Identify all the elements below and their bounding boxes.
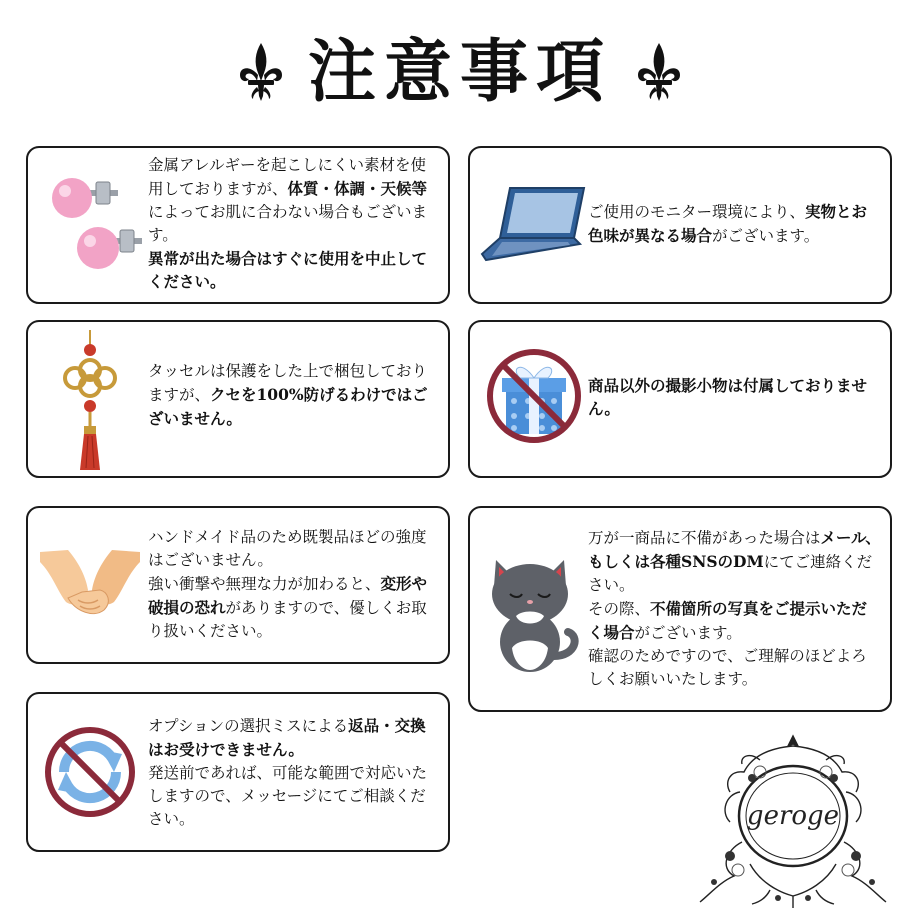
text-run-bold: 実物とお色味が異なる場合 bbox=[588, 202, 868, 245]
text-run-bold: 異常が出た場合はすぐに使用を中止してください。 bbox=[148, 249, 428, 291]
text-run-bold: クセを100%防げるわけではございません。 bbox=[148, 385, 428, 428]
fleur-de-lis-icon bbox=[634, 41, 684, 103]
notice-card-defect bbox=[468, 506, 892, 712]
no-gift-box-icon bbox=[484, 346, 584, 446]
text-run: その際、 bbox=[588, 600, 651, 618]
laptop-icon bbox=[480, 184, 590, 270]
notice-paragraph bbox=[148, 572, 440, 643]
notice-text bbox=[148, 714, 440, 831]
text-run-bold: 返品・交換はお受けできません。 bbox=[148, 716, 426, 759]
notice-paragraph bbox=[148, 526, 440, 572]
notice-card-props bbox=[468, 320, 892, 478]
seal-text: geroge bbox=[746, 801, 840, 831]
text-run-bold: メール、もしくは各種SNSのDM bbox=[588, 528, 881, 571]
brand-seal-logo bbox=[690, 732, 896, 908]
text-run: 万が一商品に不備があった場合は bbox=[588, 529, 821, 547]
holding-hands-icon bbox=[38, 544, 142, 630]
text-run: 強い衝撃や無理な力が加わると、 bbox=[148, 575, 381, 593]
notice-paragraph bbox=[148, 360, 440, 431]
notice-card-tassel bbox=[26, 320, 450, 478]
notice-paragraph bbox=[588, 374, 880, 420]
text-run-bold: 変形や破損の恐れ bbox=[148, 574, 428, 617]
notice-card-handmade bbox=[26, 506, 450, 664]
notice-text bbox=[148, 526, 440, 643]
notice-paragraph bbox=[148, 714, 440, 762]
text-run: 確認のためですので、ご理解のほどよろしくお願いいたします。 bbox=[588, 647, 867, 688]
notice-paragraph bbox=[148, 247, 440, 293]
header bbox=[0, 22, 920, 122]
notice-paragraph bbox=[588, 200, 880, 248]
text-run: がありますので、優しくお取り扱いください。 bbox=[148, 599, 427, 640]
text-run-bold: 体質・体調・天候等 bbox=[287, 179, 428, 198]
apologizing-cat-icon bbox=[484, 552, 582, 674]
tassel-icon bbox=[50, 330, 130, 472]
notice-card-allergy bbox=[26, 146, 450, 304]
text-run: ハンドメイド品のため既製品ほどの強度はございません。 bbox=[148, 528, 427, 569]
text-run: タッセルは保護をした上で梱包しておりますが、 bbox=[148, 362, 428, 404]
text-run: にてご連絡ください。 bbox=[588, 553, 873, 594]
notice-paragraph bbox=[588, 597, 882, 645]
notice-text bbox=[588, 200, 880, 248]
text-run-bold: 不備箇所の写真をご提示いただく場合 bbox=[588, 599, 868, 642]
text-run: によってお肌に合わない場合もございます。 bbox=[148, 203, 428, 244]
notice-card-returns bbox=[26, 692, 450, 852]
notice-text bbox=[148, 360, 440, 431]
notice-paragraph bbox=[588, 645, 882, 691]
text-run: がございます。 bbox=[712, 227, 820, 245]
notice-text bbox=[588, 374, 880, 420]
text-run: ご使用のモニター環境により、 bbox=[588, 203, 806, 221]
text-run: 発送前であれば、可能な範囲で対応いたしますので、メッセージにてご相談ください。 bbox=[148, 764, 428, 828]
notice-paragraph bbox=[148, 154, 440, 247]
fleur-de-lis-icon bbox=[236, 41, 286, 103]
notice-text bbox=[588, 526, 882, 691]
pink-stud-earrings-icon bbox=[38, 168, 148, 288]
text-run: オプションの選択ミスによる bbox=[148, 717, 349, 735]
notice-paragraph bbox=[588, 526, 882, 597]
no-exchange-icon bbox=[42, 724, 138, 820]
notice-text bbox=[148, 154, 440, 293]
notice-card-monitor bbox=[468, 146, 892, 304]
text-run-bold: 商品以外の撮影小物は付属しておりません。 bbox=[588, 376, 868, 418]
notice-paragraph bbox=[148, 762, 440, 831]
text-run: がございます。 bbox=[634, 624, 742, 642]
text-run: 金属アレルギーを起こしにくい素材を使用しておりますが、 bbox=[148, 156, 426, 198]
page-title: 注意事項 bbox=[307, 32, 612, 112]
